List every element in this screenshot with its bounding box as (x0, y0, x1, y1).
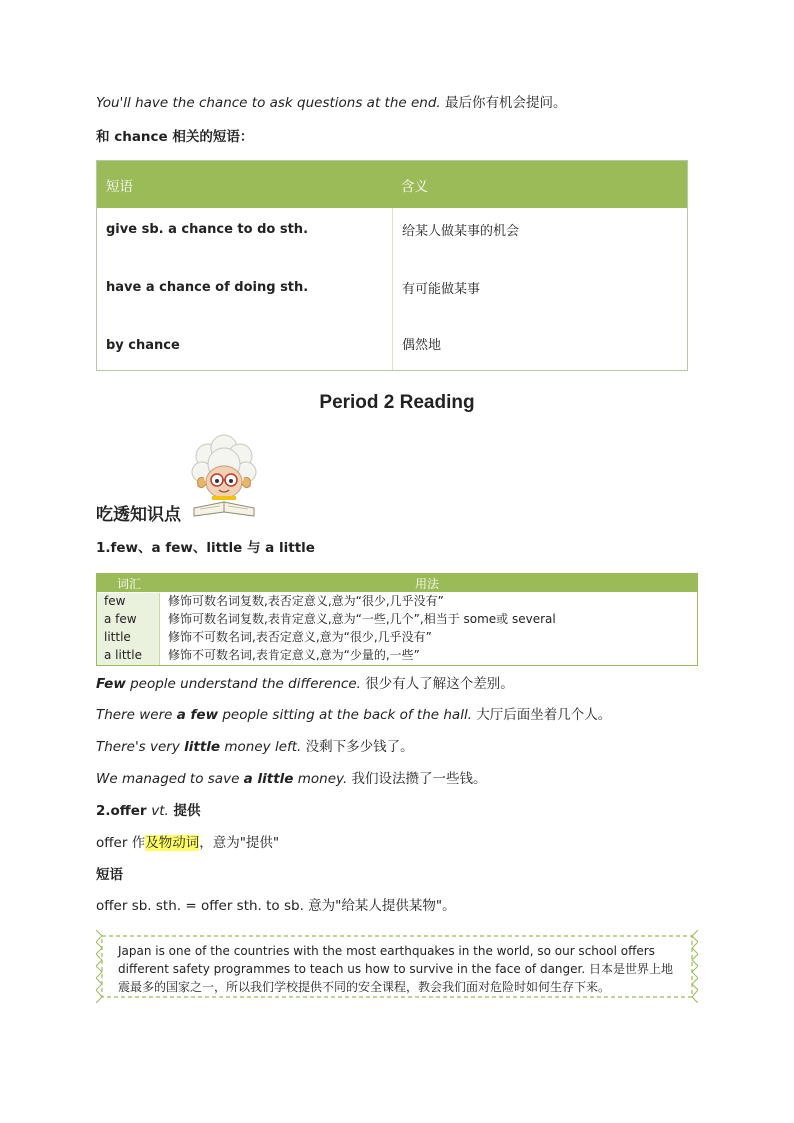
header-word: 词汇 (117, 577, 142, 591)
example-keyword: a few (176, 707, 219, 723)
phrase-cell: have a chance of doing sth. (106, 280, 309, 295)
example-line: There were a few people sitting at the back of the hall. 大厅后面坐着几个人。 (96, 707, 612, 723)
sub-heading: 吃透知识点 (96, 505, 181, 525)
point2-heading: 2.offer vt. 提供 (96, 803, 201, 819)
word-cell: a few (97, 611, 159, 629)
phrase-table (96, 160, 688, 371)
table-row (97, 324, 687, 370)
phrases-heading: 和 chance 相关的短语： (96, 129, 254, 145)
table-row (97, 208, 687, 266)
usage-cell: 修饰可数名词复数,表肯定意义,意为“一些,几个”,相当于 some或 several (159, 611, 697, 629)
highlighted-term: 及物动词 (145, 835, 200, 851)
vocab-table-header (97, 574, 697, 592)
phrase-line: offer sb. sth. = offer sth. to sb. 意为"给某人提供某物"。 (96, 898, 456, 914)
usage-cell: 修饰不可数名词,表肯定意义,意为“少量的,一些” (159, 647, 697, 665)
example-line: There's very little money left. 没剩下多少钱了。 (96, 739, 414, 755)
example-zh: 没剩下多少钱了。 (305, 739, 414, 755)
example-zh: 我们设法攒了一些钱。 (351, 771, 487, 787)
example-keyword: Few (96, 676, 126, 692)
phrase-label: 短语 (96, 867, 123, 883)
usage-cell: 修饰不可数名词,表否定意义,意为“很少,几乎没有” (159, 629, 697, 647)
phrase-cell: by chance (106, 338, 180, 353)
header-meaning: 含义 (401, 179, 428, 195)
table-row (97, 266, 687, 324)
sheep-mascot-icon (188, 430, 260, 520)
example-sentence (96, 94, 567, 112)
word-cell: few (97, 593, 159, 611)
meaning-cell: 偶然地 (402, 338, 442, 353)
note-text: Japan is one of the countries with the most earthquakes in the world, so our school offers different safety programmes to teach us how to survive in the face of danger. 日本是世界上地震最多的国家之一，所以我们学校提供不同的安全课程，教会我们面对危险时如何生存下来。 (118, 944, 673, 994)
header-phrase: 短语 (106, 179, 133, 195)
example-keyword: a little (243, 771, 294, 787)
section-title: Period 2 Reading (319, 392, 475, 413)
word-cell: little (97, 629, 159, 647)
meaning-cell: 有可能做某事 (402, 282, 481, 297)
example-note-box (96, 930, 698, 1003)
example-zh: 最后你有机会提问。 (445, 95, 567, 111)
example-line: Few people understand the difference. 很少有人了解这个差别。 (96, 676, 514, 692)
example-keyword: little (184, 739, 221, 755)
example-zh: 大厅后面坐着几个人。 (476, 707, 612, 723)
vocab-table (96, 573, 698, 666)
table-row (97, 647, 697, 665)
table-row (97, 611, 697, 629)
point1-heading: 1.few、a few、little 与 a little (96, 540, 315, 556)
table-row (97, 629, 697, 647)
phrase-table-header (97, 161, 687, 208)
header-usage: 用法 (415, 577, 440, 591)
phrase-cell: give sb. a chance to do sth. (106, 222, 309, 237)
example-line: We managed to save a little money. 我们设法攒了一些钱。 (96, 771, 487, 787)
word-cell: a little (97, 647, 159, 665)
example-zh: 很少有人了解这个差别。 (365, 676, 514, 692)
example-en: You'll have the chance to ask questions at the end. (96, 95, 441, 111)
usage-cell: 修饰可数名词复数,表否定意义,意为“很少,几乎没有” (159, 593, 697, 611)
meaning-cell: 给某人做某事的机会 (402, 224, 520, 239)
table-row (97, 593, 697, 611)
offer-usage-line: offer 作及物动词，意为"提供" (96, 835, 280, 851)
